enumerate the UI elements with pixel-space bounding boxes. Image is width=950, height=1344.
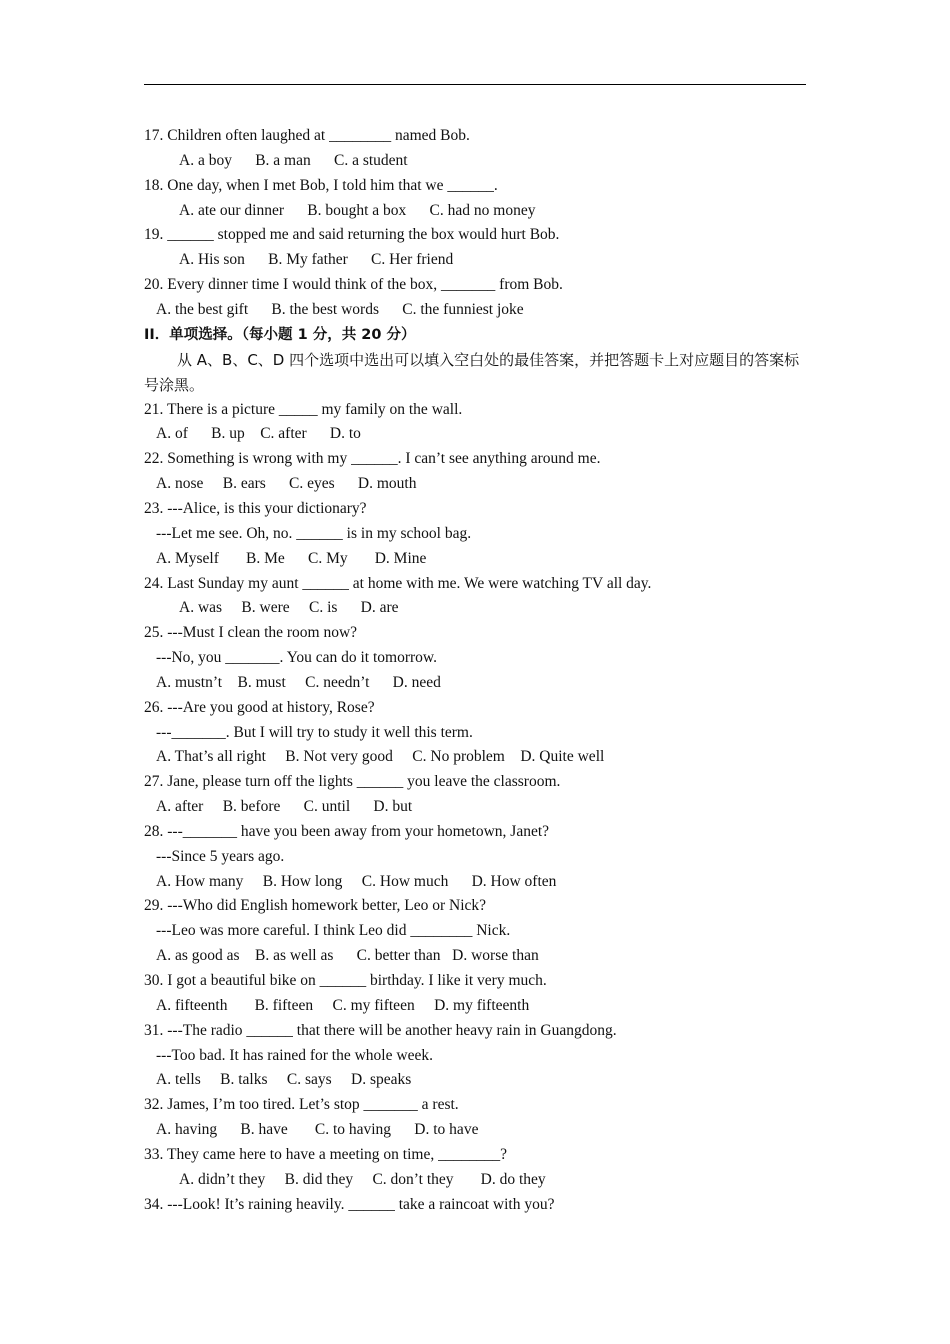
question-stem: 26. ---Are you good at history, Rose?	[144, 698, 375, 716]
multiple-choice-questions	[144, 398, 808, 1218]
question-stem: 24. Last Sunday my aunt ______ at home with me. We were watching TV all day.	[144, 574, 652, 592]
answer-options: ---_______. But I will try to study it well this term.	[156, 723, 473, 741]
answer-options: A. the best gift B. the best words C. the funniest joke	[156, 300, 524, 318]
reading-questions	[144, 124, 808, 323]
answer-options: A. as good as B. as well as C. better than D. worse than	[156, 947, 539, 965]
question-stem: 27. Jane, please turn off the lights ______ you leave the classroom.	[144, 773, 561, 791]
answer-options: A. nose B. ears C. eyes D. mouth	[156, 475, 417, 493]
exam-content	[144, 124, 808, 1217]
answer-options: A. Myself B. Me C. My D. Mine	[156, 549, 427, 567]
answer-options: A. His son B. My father C. Her friend	[179, 251, 454, 269]
answer-options: ---Let me see. Oh, no. ______ is in my school bag.	[156, 524, 472, 542]
question-stem: 18. One day, when I met Bob, I told him that we ______.	[144, 176, 498, 194]
question-stem: 22. Something is wrong with my ______. I can’t see anything around me.	[144, 450, 601, 468]
answer-options: A. after B. before C. until D. but	[156, 798, 413, 816]
question-stem: 21. There is a picture _____ my family on the wall.	[144, 400, 463, 418]
question-stem: 20. Every dinner time I would think of the box, _______ from Bob.	[144, 276, 563, 294]
question-stem: 19. ______ stopped me and said returning the box would hurt Bob.	[144, 226, 560, 244]
answer-options: A. tells B. talks C. says D. speaks	[156, 1071, 412, 1089]
answer-options: ---No, you _______. You can do it tomorrow.	[156, 649, 437, 667]
answer-options: A. of B. up C. after D. to	[156, 425, 361, 443]
section-instructions: 从 A、B、C、D 四个选项中选出可以填入空白处的最佳答案，并把答题卡上对应题目的答案标号涂黑。	[144, 350, 800, 394]
question-stem: 29. ---Who did English homework better, Leo or Nick?	[144, 897, 487, 915]
answer-options: A. How many B. How long C. How much D. How often	[156, 872, 557, 890]
answer-options: ---Too bad. It has rained for the whole week.	[156, 1046, 433, 1064]
question-stem: 31. ---The radio ______ that there will be another heavy rain in Guangdong.	[144, 1021, 617, 1039]
question-stem: 34. ---Look! It’s raining heavily. ______ take a raincoat with you?	[144, 1195, 555, 1213]
question-stem: 33. They came here to have a meeting on time, ________?	[144, 1145, 507, 1163]
answer-options: A. mustn’t B. must C. needn’t D. need	[156, 673, 441, 691]
answer-options: A. was B. were C. is D. are	[179, 599, 399, 617]
question-stem: 17. Children often laughed at ________ named Bob.	[144, 127, 470, 144]
question-stem: 28. ---_______ have you been away from your hometown, Janet?	[144, 822, 550, 840]
question-stem: 23. ---Alice, is this your dictionary?	[144, 499, 367, 517]
answer-options: A. a boy B. a man C. a student	[179, 151, 408, 169]
answer-options: A. didn’t they B. did they C. don’t they D. do they	[179, 1170, 546, 1188]
answer-options: A. That’s all right B. Not very good C. No problem D. Quite well	[156, 748, 605, 766]
answer-options: ---Leo was more careful. I think Leo did ________ Nick.	[156, 922, 511, 940]
question-stem: 30. I got a beautiful bike on ______ birthday. I like it very much.	[144, 972, 547, 989]
question-stem: 32. James, I’m too tired. Let’s stop _______ a rest.	[144, 1096, 459, 1114]
question-stem: 25. ---Must I clean the room now?	[144, 624, 358, 642]
answer-options: A. fifteenth B. fifteen C. my fifteen D. my fifteenth	[156, 996, 530, 1014]
section-heading: II．单项选择。（每小题 1 分，共 20 分）	[144, 326, 416, 343]
header-rule	[144, 84, 806, 85]
answer-options: ---Since 5 years ago.	[156, 847, 285, 865]
answer-options: A. ate our dinner B. bought a box C. had no money	[179, 201, 536, 219]
answer-options: A. having B. have C. to having D. to have	[156, 1121, 479, 1139]
